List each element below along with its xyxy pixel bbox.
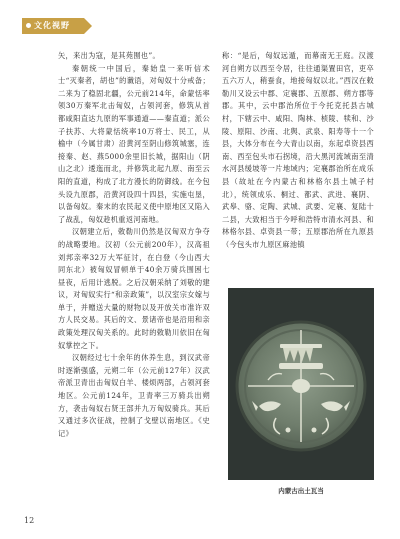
page-number: 12: [24, 516, 35, 525]
left-paragraph-2: 秦朝统一中国后，秦始皇一来听信术士“灭秦者，胡也”的谶语，对匈奴十分戒备；二来为了稳固北疆，公元前214年，命蒙恬率领30万秦军北击匈奴，占领河套，修筑从首都咸阳直达九原的军事通道——秦直道；派公子扶苏、大将蒙恬统率10万将士、民工，从榆中（今属甘肃）沿黄河至阴山修筑城塞，连接秦、赵、燕5000余里旧长城，据阳山（阴山之北）逶迤而北，并修筑北起九原、南至云阳的直道，构成了北方漫长的防御线。在今包头设九原郡，沿黄河设四十四县，实施屯垦，以备匈奴。秦末的农民起义使中原地区又陷入了战乱，匈奴趁机重返河南地。: [58, 63, 210, 224]
section-tag: [22, 18, 84, 34]
left-paragraph-4: 汉朝经过七十余年的休养生息，到汉武帝时逐渐强盛，元朔二年（公元前127年）汉武帝派卫青出击匈奴白羊、楼烦两部，占领河套地区。公元前124年，卫青率三万骑兵出朔方，袭击匈奴右贤王部并九万匈奴骑兵。其后又通过多次征战，控制了戈壁以南地区。《史记》: [58, 353, 210, 438]
left-text-column: [58, 50, 210, 440]
photo-caption: 内蒙古出土瓦当: [278, 487, 324, 495]
right-text-column: [222, 50, 374, 252]
eave-tile-photo: [228, 288, 374, 480]
section-tag-label: 文化视野: [34, 21, 70, 30]
tag-dot-icon: [26, 23, 31, 28]
eave-tile-illustration: [228, 288, 374, 480]
left-paragraph-3: 汉朝建立后，敕勒川仍然是汉匈双方争夺的战略要地。汉初（公元前200年），汉高祖刘邦亲率32万大军征讨，在白登（今山西大同东北）被匈奴冒顿单于40余万骑兵围困七昼夜，后用计逃脱。之后汉朝采纳了刘敬的建议，对匈奴实行“和亲政策”，以汉室宗女嫁与单于，并赠送大量的财物以及开放关市准许双方人民交易。其后的文、景诸帝也是沿用和亲政策处理汉匈关系的。此时的敕勒川依旧在匈奴掌控之下。: [58, 227, 210, 350]
left-paragraph-1: 矢，来出为寇，是其苑囿也”。: [58, 51, 161, 60]
right-paragraph-1: 称：“是后，匈奴远遁，而幕南无王庭。汉渡河自朔方以西至令居，往往通渠置田官，吏卒五六万人，稍蚕食，地接匈奴以北。”西汉在敕勒川又设云中郡、定襄郡、五原郡、朔方郡等郡。其中，云中郡治所位于今托克托县古城村，下辖云中、咸阳、陶林、桢陵、犊和、沙陵、原阳、沙南、北舆、武泉、阳寿等十一个县，大体分布在今大青山以南，东起卓资县西南、西至包头市石拐境，沿大黑河流域南至清水河县缓坡等一片地域内；定襄郡治所在成乐县（故址在今内蒙古和林格尔县土城子村北），统领成乐、桐过、都武、武进、襄阴、武皋、骆、定陶、武城、武要、定襄、复陆十二县，大致相当于今呼和浩特市清水河县、和林格尔县、卓资县一带；五原郡治所在九原县（今包头市九原区麻池镇: [222, 51, 374, 249]
